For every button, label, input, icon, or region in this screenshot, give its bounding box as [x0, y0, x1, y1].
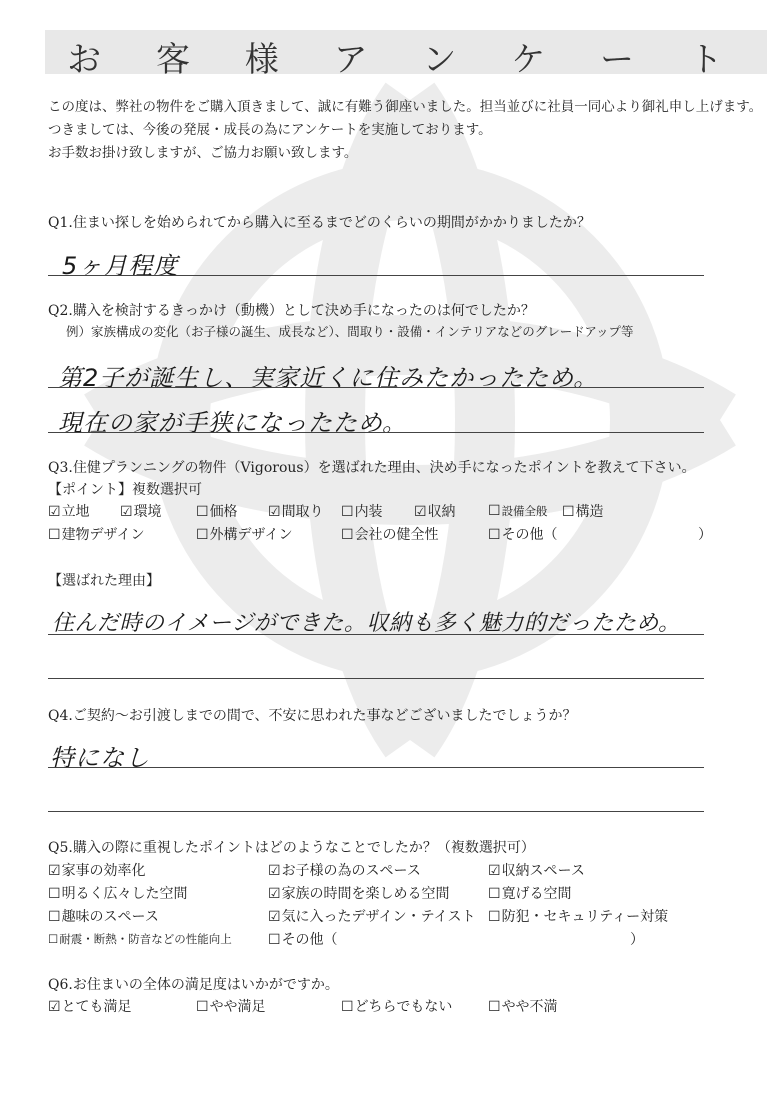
q2-question: Q2.購入を検討するきっかけ（動機）として決め手になったのは何でしたか？	[48, 303, 535, 319]
q3-option-company-soundness[interactable]: ☐会社の健全性	[341, 527, 439, 543]
checkbox-checked-icon: ☑	[268, 909, 281, 925]
q5-option-family-time-space[interactable]: ☑家族の時間を楽しめる空間	[268, 886, 450, 902]
q5-option-performance[interactable]: ☐耐震・断熱・防音などの性能向上	[48, 932, 232, 946]
q3-option-equipment[interactable]: ☐設備全般	[488, 503, 548, 519]
checkbox-checked-icon: ☑	[48, 863, 61, 879]
q3-option-storage[interactable]: ☑収納	[414, 504, 456, 520]
q5-option-relaxing-space[interactable]: ☐寛げる空間	[488, 886, 572, 902]
q5-option-hobby-space[interactable]: ☐趣味のスペース	[48, 909, 159, 925]
checkbox-empty-icon: ☐	[488, 503, 501, 519]
checkbox-checked-icon: ☑	[268, 504, 281, 520]
close-paren: ）	[698, 527, 712, 543]
q3-option-environment[interactable]: ☑環境	[120, 504, 162, 520]
answer-line	[48, 432, 704, 433]
q5-option-housework-efficiency[interactable]: ☑家事の効率化	[48, 863, 146, 879]
page-title: お 客 様 ア ン ケ ー ト	[67, 40, 745, 80]
title-bar	[45, 30, 767, 80]
checkbox-empty-icon: ☐	[488, 999, 501, 1015]
q6-option-somewhat-dissatisfied[interactable]: ☐やや不満	[488, 999, 558, 1015]
q6-option-neutral[interactable]: ☐どちらでもない	[341, 999, 453, 1015]
checkbox-checked-icon: ☑	[414, 504, 427, 520]
q5-option-other[interactable]: ☐その他（	[268, 932, 338, 948]
q5-option-security[interactable]: ☐防犯・セキュリティー対策	[488, 909, 669, 925]
q3-option-building-design[interactable]: ☐建物デザイン	[48, 527, 145, 543]
checkbox-checked-icon: ☑	[268, 886, 281, 902]
q3-option-other[interactable]: ☐その他（	[488, 527, 558, 543]
q6-question: Q6.お住まいの全体の満足度はいかがですか。	[48, 977, 339, 993]
q5-option-kids-space[interactable]: ☑お子様の為のスペース	[268, 863, 421, 879]
checkbox-checked-icon: ☑	[48, 999, 61, 1015]
q6-option-somewhat-satisfied[interactable]: ☐やや満足	[196, 999, 266, 1015]
checkbox-empty-icon: ☐	[488, 527, 501, 543]
q3-question: Q3.住健プランニングの物件（Vigorous）を選ばれた理由、決め手になったポイントを教えて下さい。	[48, 460, 696, 476]
checkbox-empty-icon: ☐	[341, 999, 354, 1015]
checkbox-empty-icon: ☐	[488, 909, 501, 925]
intro-line: お手数お掛け致しますが、ご協力お願い致します。	[48, 145, 358, 161]
q3-option-layout[interactable]: ☑間取り	[268, 504, 324, 520]
checkbox-empty-icon: ☐	[268, 932, 281, 948]
q3-point-label: 【ポイント】複数選択可	[48, 482, 202, 498]
checkbox-empty-icon: ☐	[488, 886, 501, 902]
intro-line: この度は、弊社の物件をご購入頂きまして、誠に有難う御座いました。担当並びに社員一同心より御礼申し上げます。	[48, 99, 763, 115]
checkbox-empty-icon: ☐	[48, 909, 61, 925]
answer-line	[48, 275, 704, 276]
q1-question: Q1.住まい探しを始められてから購入に至るまでどのくらいの期間がかかりましたか？	[48, 215, 591, 231]
answer-line	[48, 767, 704, 768]
answer-line	[48, 811, 704, 812]
checkbox-empty-icon: ☐	[48, 527, 61, 543]
q3-option-structure[interactable]: ☐構造	[562, 504, 604, 520]
checkbox-empty-icon: ☐	[196, 999, 209, 1015]
q3-reason: 住んだ時のイメージができた。収納も多く魅力的だったため。	[52, 611, 681, 636]
q6-option-very-satisfied[interactable]: ☑とても満足	[48, 999, 132, 1015]
checkbox-checked-icon: ☑	[48, 504, 61, 520]
checkbox-empty-icon: ☐	[341, 504, 354, 520]
q3-option-location[interactable]: ☑立地	[48, 504, 90, 520]
checkbox-checked-icon: ☑	[120, 504, 133, 520]
intro-text	[48, 96, 762, 165]
q3-reason-label: 【選ばれた理由】	[48, 573, 160, 589]
checkbox-empty-icon: ☐	[196, 527, 209, 543]
q2-answer-1: 第2子が誕生し、実家近くに住みたかったため。	[58, 364, 599, 392]
answer-line	[48, 634, 704, 635]
q5-option-favorite-design[interactable]: ☑気に入ったデザイン・テイスト	[268, 909, 476, 925]
checkbox-checked-icon: ☑	[488, 863, 501, 879]
q1-answer: 5ヶ月程度	[62, 252, 179, 280]
q4-question: Q4.ご契約～お引渡しまでの間で、不安に思われた事などございましたでしょうか？	[48, 708, 577, 724]
checkbox-empty-icon: ☐	[48, 932, 59, 946]
answer-line	[48, 678, 704, 679]
close-paren: ）	[630, 932, 644, 948]
checkbox-checked-icon: ☑	[268, 863, 281, 879]
q4-answer: 特になし	[50, 744, 150, 772]
q5-option-storage-space[interactable]: ☑収納スペース	[488, 863, 585, 879]
checkbox-empty-icon: ☐	[562, 504, 575, 520]
q2-example: 例）家族構成の変化（お子様の誕生、成長など）、間取り・設備・インテリアなどのグレードアップ等	[66, 324, 634, 339]
intro-line: つきましては、今後の発展・成長の為にアンケートを実施しております。	[48, 122, 492, 138]
q3-option-exterior-design[interactable]: ☐外構デザイン	[196, 527, 293, 543]
checkbox-empty-icon: ☐	[48, 886, 61, 902]
q2-answer-2: 現在の家が手狭になったため。	[58, 409, 408, 437]
q3-option-price[interactable]: ☐価格	[196, 504, 238, 520]
q5-option-bright-space[interactable]: ☐明るく広々した空間	[48, 886, 188, 902]
checkbox-empty-icon: ☐	[341, 527, 354, 543]
checkbox-empty-icon: ☐	[196, 504, 209, 520]
q3-option-interior[interactable]: ☐内装	[341, 504, 383, 520]
q5-question: Q5.購入の際に重視したポイントはどのようなことでしたか？（複数選択可）	[48, 840, 535, 856]
answer-line	[48, 387, 704, 388]
